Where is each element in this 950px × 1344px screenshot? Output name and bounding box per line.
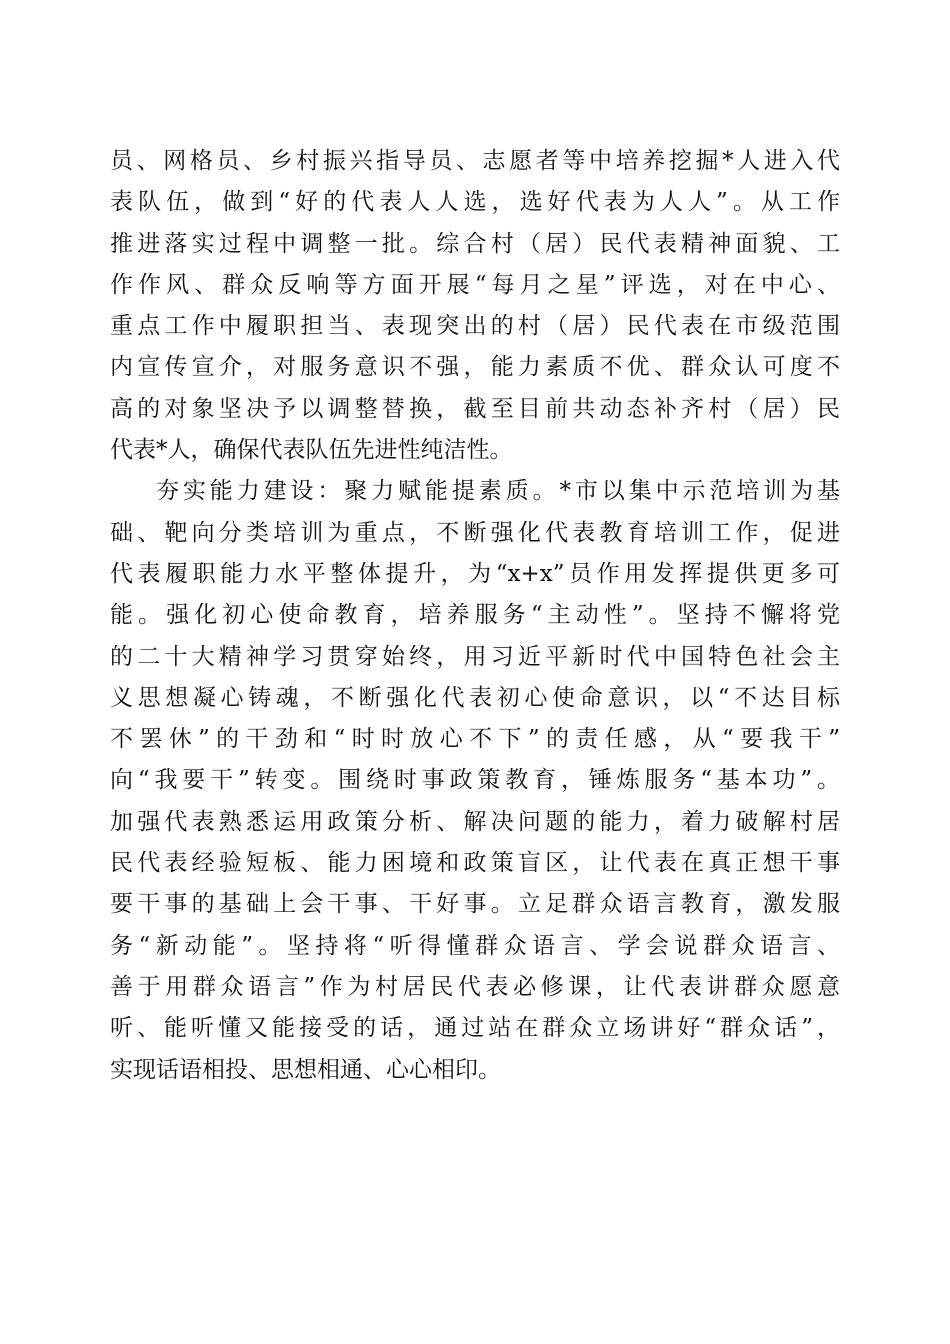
text-line: 不罢休”的干劲和“时时放心不下”的责任感，从“要我干” [110, 726, 840, 753]
text-line: 作作风、群众反响等方面开展“每月之星”评选，对在中心、 [110, 271, 840, 298]
text-line: 义思想凝心铸魂，不断强化代表初心使命意识，以“不达目标 [110, 684, 840, 711]
paragraph-first-line: 夯实能力建设：聚力赋能提素质。*市以集中示范培训为基 [156, 478, 840, 505]
text-line: 代表*人，确保代表队伍先进性纯洁性。 [110, 437, 513, 464]
text-line: 的二十大精神学习贯穿始终，用习近平新时代中国特色社会主 [110, 643, 840, 670]
text-line: 代表履职能力水平整体提升，为“x+x”员作用发挥提供更多可 [110, 560, 840, 587]
text-line: 要干事的基础上会干事、干好事。立足群众语言教育，激发服 [110, 891, 840, 918]
text-line: 实现话语相投、思想相通、心心相印。 [110, 1056, 501, 1083]
text-line: 能。强化初心使命教育，培养服务“主动性”。坚持不懈将党 [110, 602, 840, 629]
text-line: 表队伍，做到“好的代表人人选，选好代表为人人”。从工作 [110, 189, 840, 216]
text-line: 员、网格员、乡村振兴指导员、志愿者等中培养挖掘*人进入代 [110, 148, 840, 174]
text-line: 础、靶向分类培训为重点，不断强化代表教育培训工作，促进 [110, 519, 840, 546]
text-line: 内宣传宣介，对服务意识不强，能力素质不优、群众认可度不 [110, 354, 840, 381]
text-line: 善于用群众语言”作为村居民代表必修课，让代表讲群众愿意 [110, 973, 840, 1000]
text-line: 高的对象坚决予以调整替换，截至目前共动态补齐村（居）民 [110, 395, 840, 422]
text-line: 推进落实过程中调整一批。综合村（居）民代表精神面貌、工 [110, 230, 840, 257]
text-line: 向“我要干”转变。围绕时事政策教育，锤炼服务“基本功”。 [110, 767, 840, 794]
text-line: 民代表经验短板、能力困境和政策盲区，让代表在真正想干事 [110, 850, 840, 877]
text-line: 听、能听懂又能接受的话，通过站在群众立场讲好“群众话”， [110, 1015, 840, 1042]
text-line: 重点工作中履职担当、表现突出的村（居）民代表在市级范围 [110, 313, 840, 340]
text-line: 务“新动能”。坚持将“听得懂群众语言、学会说群众语言、 [110, 932, 840, 959]
body-text [110, 141, 840, 1091]
text-line: 加强代表熟悉运用政策分析、解决问题的能力，着力破解村居 [110, 808, 840, 835]
